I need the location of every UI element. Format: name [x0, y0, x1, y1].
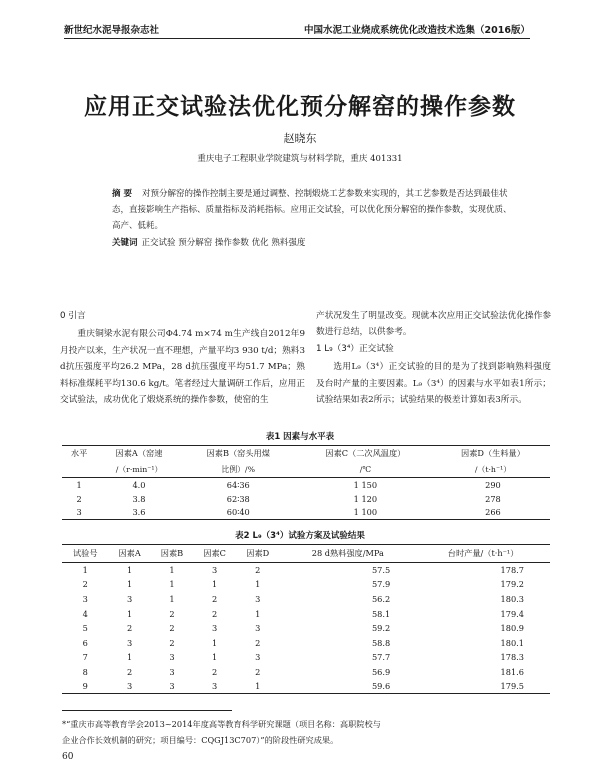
keywords-text: 正交试验 预分解窑 操作参数 优化 熟料强度	[141, 238, 306, 248]
table-subheader: /（r·min⁻¹）	[96, 462, 181, 478]
table-subheader: /℃	[295, 462, 436, 478]
table-cell: 3	[82, 593, 88, 604]
table-cell: 2	[255, 637, 261, 648]
table-test-results	[62, 544, 550, 694]
section-heading-orthogonal-test: 1 L₉（3⁴）正交试验	[316, 343, 394, 354]
author: 赵晓东	[283, 132, 317, 145]
table-row	[62, 635, 550, 650]
table-cell: 1	[211, 579, 218, 590]
table-row	[62, 650, 550, 665]
table-header: 因素D（生料量）	[461, 448, 525, 459]
table-cell: 3	[211, 681, 218, 692]
header-rule	[64, 38, 530, 39]
table-cell: 1	[127, 608, 133, 619]
table1-caption: 表1 因素与水平表	[265, 432, 335, 442]
table-cell: 2	[211, 608, 218, 619]
footnote	[62, 716, 482, 748]
keywords-label: 关键词	[112, 238, 138, 248]
table-cell: 4	[82, 608, 88, 619]
table-cell: 3	[76, 507, 82, 518]
abstract-label: 摘 要	[112, 189, 132, 199]
table-cell: 2	[211, 593, 218, 604]
table-cell: 2	[82, 579, 88, 590]
table-cell: 1	[127, 579, 133, 590]
table-cell: 1	[76, 479, 82, 490]
left-column	[60, 308, 305, 408]
paper-title: 应用正交试验法优化预分解窑的操作参数	[84, 94, 516, 120]
table-cell: 1	[82, 565, 88, 576]
table-row	[62, 665, 550, 680]
table-row	[62, 679, 550, 694]
table-cell: 180.9	[500, 623, 524, 634]
table-header: 因素A（窑速	[115, 448, 163, 459]
table-cell: 2	[169, 623, 175, 634]
table-cell: 1	[127, 565, 133, 576]
table-cell: 57.5	[371, 565, 391, 576]
table-cell: 1	[255, 608, 261, 619]
table-header: 因素B（窑头用煤	[206, 448, 270, 459]
table-cell: 179.4	[500, 608, 524, 619]
table-cell: 1	[211, 652, 218, 663]
table-cell: 178.3	[500, 652, 524, 663]
table-header: 因素A	[109, 545, 151, 563]
table-cell: 1 100	[353, 507, 378, 518]
table-cell: 179.2	[500, 579, 524, 590]
table-cell: 56.9	[371, 666, 391, 677]
table-cell: 2	[211, 666, 218, 677]
table-cell: 2	[127, 623, 133, 634]
table-cell: 180.3	[500, 593, 524, 604]
table-cell: 9	[82, 681, 88, 692]
table-row	[62, 492, 550, 506]
table-cell: 3	[211, 623, 218, 634]
table-header: 试验号	[62, 545, 109, 563]
table-factors-levels	[62, 445, 550, 520]
footnote-line: *“重庆市高等教育学会2013~2014年度高等教育科学研究课题（项目名称：高职院校与	[62, 719, 381, 729]
table-cell: 3	[255, 652, 261, 663]
table-header: 因素C	[193, 545, 236, 563]
table-cell: 1	[169, 579, 175, 590]
table-cell: 58.8	[371, 637, 391, 648]
table2-caption: 表2 L₉（3⁴）试验方案及试验结果	[235, 531, 365, 541]
abstract-text: 对预分解窑的操作控制主要是通过调整、控制煅烧工艺参数来实现的，其工艺参数是否达到最佳状态，直接影响生产指标、质量指标及消耗指标。应用正交试验，可以优化预分解窑的操作参数，实现优质、高产、低耗。	[112, 189, 512, 231]
table-subheader: 比例）/%	[182, 462, 295, 478]
table-cell: 58.1	[371, 608, 391, 619]
table-cell: 57.9	[371, 579, 391, 590]
table-cell: 180.1	[500, 637, 524, 648]
paragraph: 重庆铜梁水泥有限公司Φ4.74 m×74 m生产线自2012年9月投产以来，生产状况一直不理想，产量平均3 930 t/d；熟料3 d抗压强度平均26.2 MPa，28 d抗压强度平均51.7 MPa；熟料标准煤耗平均130.6 kg/t。笔者经过大量调研工作后，应用正交试验法，成功优化了煅烧系统的操作参数，使窑的生	[60, 329, 305, 406]
table-cell: 3	[255, 623, 261, 634]
table-cell: 57.7	[371, 652, 391, 663]
abstract	[112, 186, 512, 234]
table-cell: 3	[255, 593, 261, 604]
section-heading-intro: 0 引言	[60, 311, 86, 321]
table-cell: 1	[255, 681, 261, 692]
table-cell: 3	[169, 681, 175, 692]
affiliation: 重庆电子工程职业学院建筑与材料学院，重庆 401331	[197, 154, 403, 164]
table-cell: 290	[485, 479, 501, 490]
table-cell: 1	[127, 652, 133, 663]
table-cell: 1	[255, 579, 261, 590]
table-row	[62, 592, 550, 607]
table-cell: 8	[82, 666, 88, 677]
table-cell: 59.6	[371, 681, 391, 692]
keywords	[112, 236, 512, 248]
table-row	[62, 606, 550, 621]
table-cell: 181.6	[500, 666, 524, 677]
footnote-rule	[62, 710, 232, 711]
table-cell: 3	[211, 565, 218, 576]
table-cell: 3	[127, 637, 133, 648]
table-cell: 5	[82, 623, 88, 634]
table-row	[62, 506, 550, 520]
table-header: 因素B	[151, 545, 193, 563]
table-subheader: /（t·h⁻¹）	[436, 462, 550, 478]
paragraph: 选用L₉（3⁴）正交试验的目的是为了找到影响熟料强度及台时产量的主要因素。L₉（3⁴）的因素与水平如表1所示；试验结果如表2所示；试验结果的极差计算如表3所示。	[316, 362, 551, 406]
footnote-line: 企业合作长效机制的研究；项目编号：CQGJ13C707）”的阶段性研究成果。	[62, 735, 339, 745]
table-cell: 3.6	[132, 507, 146, 518]
running-header	[64, 22, 530, 38]
table-row	[62, 621, 550, 636]
right-column	[316, 308, 551, 408]
table-cell: 1 150	[353, 479, 378, 490]
table-cell: 2	[76, 493, 82, 504]
table-cell: 60∶40	[226, 507, 250, 518]
table-cell: 2	[127, 666, 133, 677]
table-row	[62, 478, 550, 492]
table-cell: 1	[169, 593, 175, 604]
table-header: 台时产量/（t·h⁻¹）	[416, 545, 550, 563]
table-header: 28 d熟料强度/MPa	[279, 545, 416, 563]
page-number: 60	[62, 752, 74, 760]
table-cell: 278	[485, 493, 501, 504]
table-cell: 3	[127, 593, 133, 604]
table-cell: 59.2	[371, 623, 391, 634]
table-cell: 3	[127, 681, 133, 692]
header-collection: 中国水泥工业烧成系统优化改造技术选集（2016版）	[304, 25, 530, 36]
table-cell: 179.5	[500, 681, 524, 692]
table-cell: 56.2	[371, 593, 391, 604]
table-cell: 1	[211, 637, 218, 648]
table-row	[62, 563, 550, 578]
table-header: 因素C（二次风温度）	[325, 448, 406, 459]
table-cell: 3.8	[132, 493, 146, 504]
table-cell: 2	[169, 608, 175, 619]
table-cell: 64∶36	[226, 479, 250, 490]
table-cell: 1	[169, 565, 175, 576]
table-cell: 2	[255, 666, 261, 677]
table-cell: 6	[82, 637, 88, 648]
table-cell: 2	[169, 637, 175, 648]
table-cell: 178.7	[500, 565, 524, 576]
table-cell: 62∶38	[226, 493, 250, 504]
table-cell: 3	[169, 666, 175, 677]
table-cell: 7	[82, 652, 88, 663]
table-header: 水平	[70, 448, 88, 459]
table-subheader	[62, 462, 96, 478]
table-cell: 4.0	[132, 479, 146, 490]
paragraph: 产状况发生了明显改变。现就本次应用正交试验法优化操作参数进行总结，以供参考。	[316, 311, 551, 338]
table-cell: 3	[169, 652, 175, 663]
header-publisher: 新世纪水泥导报杂志社	[64, 25, 160, 36]
table-header: 因素D	[236, 545, 279, 563]
table-cell: 1 120	[353, 493, 378, 504]
table-cell: 266	[485, 507, 501, 518]
table-cell: 2	[255, 565, 261, 576]
table-row	[62, 577, 550, 592]
